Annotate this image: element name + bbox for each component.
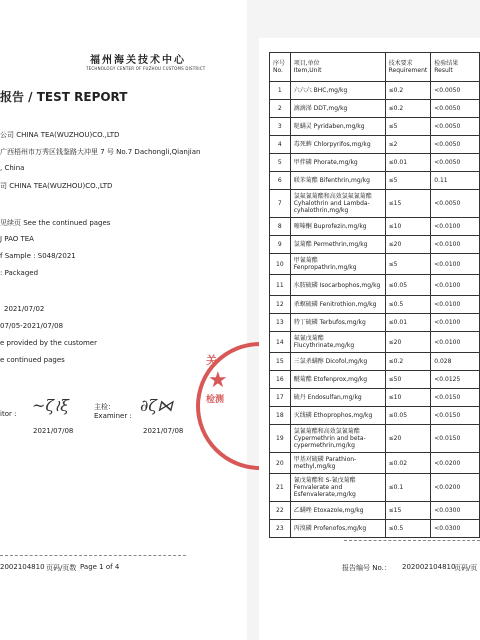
table-row <box>270 453 480 474</box>
test-period-line: 07/05-2021/07/08 <box>0 322 64 330</box>
cell-no: 3 <box>270 118 291 136</box>
cell-item: 丙溴磷 Profenofos,mg/kg <box>290 520 385 538</box>
cell-no: 14 <box>270 332 291 353</box>
footer-divider-right <box>344 540 480 541</box>
cell-requirement: ≤20 <box>385 425 431 453</box>
header-requirement <box>385 53 431 82</box>
cell-result: <0.0050 <box>431 154 480 172</box>
cell-no: 7 <box>270 190 291 218</box>
cell-requirement: ≤20 <box>385 236 431 254</box>
cell-no: 4 <box>270 136 291 154</box>
cell-no: 12 <box>270 296 291 314</box>
table-row <box>270 425 480 453</box>
cell-requirement: ≤0.2 <box>385 82 431 100</box>
cell-item: 甲拌磷 Phorate,mg/kg <box>290 154 385 172</box>
org-name-en: TECHNOLOGY CENTER OF FUZHOU CUSTOMS DISTRICT <box>86 66 206 71</box>
cell-requirement: ≤0.2 <box>385 100 431 118</box>
packaging-line: : Packaged <box>0 269 39 277</box>
cell-requirement: ≤0.5 <box>385 520 431 538</box>
cell-result: <0.0200 <box>431 453 480 474</box>
footer-report-no: 2002104810 <box>0 563 45 571</box>
cell-requirement: ≤0.2 <box>385 353 431 371</box>
sample-name-line: J PAO TEA <box>0 235 34 243</box>
cell-requirement: ≤20 <box>385 332 431 353</box>
cell-result: <0.0100 <box>431 314 480 332</box>
cell-requirement: ≤15 <box>385 190 431 218</box>
cell-item: 醚菊酯 Etofenprox,mg/kg <box>290 371 385 389</box>
cell-no: 9 <box>270 236 291 254</box>
cell-requirement: ≤0.05 <box>385 275 431 296</box>
cell-item: 特丁硫磷 Terbufos,mg/kg <box>290 314 385 332</box>
header-no-en: No. <box>273 67 283 74</box>
table-row <box>270 172 480 190</box>
cell-requirement: ≤0.05 <box>385 407 431 425</box>
cell-no: 22 <box>270 502 291 520</box>
table-row <box>270 100 480 118</box>
footer-page-label-right: 页码/页 <box>454 564 478 572</box>
footer-page-label-cn: 页码/页数 <box>46 564 77 572</box>
results-page <box>259 38 480 640</box>
editor-signature-icon: ~ζ≀ξ <box>32 396 69 415</box>
receipt-date-line: 2021/07/02 <box>4 305 45 313</box>
cell-no: 1 <box>270 82 291 100</box>
seal-star-icon: ★ <box>208 368 228 393</box>
cell-item: 三氯杀螨醇 Dicofol,mg/kg <box>290 353 385 371</box>
cell-no: 8 <box>270 218 291 236</box>
table-row <box>270 190 480 218</box>
results-note-line: e continued pages <box>0 356 65 364</box>
cell-result: <0.0200 <box>431 474 480 502</box>
cell-item: 哒螨灵 Pyridaben,mg/kg <box>290 118 385 136</box>
header-result-en: Result <box>434 67 453 74</box>
cell-result: <0.0300 <box>431 502 480 520</box>
table-row <box>270 82 480 100</box>
header-result-cn: 检验结果 <box>434 60 459 67</box>
cell-requirement: ≤10 <box>385 218 431 236</box>
cell-result: <0.0150 <box>431 425 480 453</box>
cell-result: <0.0300 <box>431 520 480 538</box>
cell-item: 六六六 BHC,mg/kg <box>290 82 385 100</box>
table-row <box>270 353 480 371</box>
cell-item: 氟氰戊菊酯 Flucythrinate,mg/kg <box>290 332 385 353</box>
cell-item: 甲氰菊酯 Fenpropathrin,mg/kg <box>290 254 385 275</box>
cell-requirement: ≤0.02 <box>385 453 431 474</box>
examiner-signature-icon: ∂ζ⋈ <box>140 396 173 415</box>
cell-requirement: ≤5 <box>385 172 431 190</box>
cell-item: 联苯菊酯 Bifenthrin,mg/kg <box>290 172 385 190</box>
cell-no: 21 <box>270 474 291 502</box>
cell-result: <0.0150 <box>431 407 480 425</box>
cell-no: 2 <box>270 100 291 118</box>
table-row <box>270 275 480 296</box>
cell-result: <0.0050 <box>431 82 480 100</box>
cell-item: 滴滴涕 DDT,mg/kg <box>290 100 385 118</box>
footer-divider <box>0 555 186 556</box>
cell-requirement: ≤0.5 <box>385 296 431 314</box>
cell-result: <0.0050 <box>431 190 480 218</box>
client-line: 公司 CHINA TEA(WUZHOU)CO.,LTD <box>0 131 120 139</box>
cell-item: 氯氟氰菊酯和高效氯氟氰菊酯 Cyhalothrin and Lambda-cyhalothrin,mg/kg <box>290 190 385 218</box>
cell-result: <0.0150 <box>431 389 480 407</box>
table-row <box>270 314 480 332</box>
results-table <box>269 52 480 538</box>
cell-no: 16 <box>270 371 291 389</box>
cell-result: <0.0100 <box>431 218 480 236</box>
table-row <box>270 332 480 353</box>
footer-page-text: Page 1 of 4 <box>80 563 120 571</box>
cell-no: 15 <box>270 353 291 371</box>
table-row <box>270 407 480 425</box>
examiner-date: 2021/07/08 <box>143 427 184 435</box>
cell-item: 水胺硫磷 Isocarbophos,mg/kg <box>290 275 385 296</box>
org-name-cn: 福州海关技术中心 <box>90 55 186 66</box>
seal-text-bottom: 检测 <box>206 395 225 405</box>
seal-text-top: 关 <box>206 354 217 367</box>
header-item-cn: 项目,单位 <box>293 60 320 67</box>
address-line: 广西梧州市万秀区钱鉴路大冲里 7 号 No.7 Dachongli,Qianjian <box>0 148 201 156</box>
table-row <box>270 154 480 172</box>
cell-requirement: ≤10 <box>385 389 431 407</box>
header-req-cn: 技术要求 <box>388 60 413 67</box>
cell-result: <0.0125 <box>431 371 480 389</box>
cell-item: 氯菊酯 Permethrin,mg/kg <box>290 236 385 254</box>
cell-result: <0.0100 <box>431 296 480 314</box>
cell-no: 6 <box>270 172 291 190</box>
cell-no: 17 <box>270 389 291 407</box>
table-row <box>270 218 480 236</box>
continued-pages-line: 见续页 See the continued pages <box>0 219 111 227</box>
editor-label: itor : <box>0 410 17 418</box>
cell-item: 杀螟硫磷 Fenitrothion,mg/kg <box>290 296 385 314</box>
cell-item: 氰戊菊酯和 S-氰戊菊酯 Fenvalerate and Esfenvalerate,mg/kg <box>290 474 385 502</box>
cell-result: <0.0100 <box>431 254 480 275</box>
cell-no: 11 <box>270 275 291 296</box>
cell-item: 乙螨唑 Etoxazole,mg/kg <box>290 502 385 520</box>
table-row <box>270 118 480 136</box>
cell-no: 5 <box>270 154 291 172</box>
cell-result: <0.0050 <box>431 100 480 118</box>
examiner-label-cn: 主检： <box>94 403 115 411</box>
cell-result: 0.028 <box>431 353 480 371</box>
header-no-cn: 序号 <box>273 60 286 67</box>
cell-result: <0.0100 <box>431 275 480 296</box>
footer-report-no-right: 202002104810 <box>402 563 456 571</box>
header-req-en: Requirement <box>388 67 428 74</box>
cell-result: <0.0100 <box>431 236 480 254</box>
table-row <box>270 520 480 538</box>
cell-result: <0.0050 <box>431 136 480 154</box>
sample-no-line: f Sample : S048/2021 <box>0 252 76 260</box>
cell-item: 氯氰菊酯和高效氯氰菊酯 Cypermethrin and beta-cypermethrin,mg/kg <box>290 425 385 453</box>
cell-item: 硫丹 Endosulfan,mg/kg <box>290 389 385 407</box>
footer-report-no-label: 报告编号 No.： <box>342 564 391 572</box>
address-country-line: , China <box>0 164 25 172</box>
editor-date: 2021/07/08 <box>33 427 74 435</box>
cell-result: <0.0100 <box>431 332 480 353</box>
cell-no: 23 <box>270 520 291 538</box>
cell-no: 20 <box>270 453 291 474</box>
cell-requirement: ≤0.01 <box>385 314 431 332</box>
table-header-row <box>270 53 480 82</box>
table-row <box>270 254 480 275</box>
cell-requirement: ≤2 <box>385 136 431 154</box>
cell-requirement: ≤5 <box>385 254 431 275</box>
cell-item: 甲基对硫磷 Parathion-methyl,mg/kg <box>290 453 385 474</box>
cell-no: 13 <box>270 314 291 332</box>
sample-info-line: e provided by the customer <box>0 339 97 347</box>
cell-item: 灭线磷 Ethoprophos,mg/kg <box>290 407 385 425</box>
examiner-label-en: Examiner : <box>94 412 132 420</box>
table-row <box>270 502 480 520</box>
manufacturer-line: 司 CHINA TEA(WUZHOU)CO.,LTD <box>0 182 113 190</box>
cell-no: 10 <box>270 254 291 275</box>
table-row <box>270 474 480 502</box>
cell-requirement: ≤50 <box>385 371 431 389</box>
cell-item: 噻嗪酮 Buprofezin,mg/kg <box>290 218 385 236</box>
table-row <box>270 136 480 154</box>
results-table-body <box>270 82 480 538</box>
table-row <box>270 371 480 389</box>
table-row <box>270 236 480 254</box>
cell-result: 0.11 <box>431 172 480 190</box>
cell-item: 毒死蜱 Chlorpyrifos,mg/kg <box>290 136 385 154</box>
cell-result: <0.0050 <box>431 118 480 136</box>
header-result <box>431 53 480 82</box>
cell-no: 18 <box>270 407 291 425</box>
cell-requirement: ≤5 <box>385 118 431 136</box>
header-item-en: Item,Unit <box>293 67 322 74</box>
cell-requirement: ≤15 <box>385 502 431 520</box>
cell-requirement: ≤0.1 <box>385 474 431 502</box>
header-no <box>270 53 291 82</box>
report-title: 报告 / TEST REPORT <box>0 90 128 104</box>
table-row <box>270 296 480 314</box>
cell-no: 19 <box>270 425 291 453</box>
header-item <box>290 53 385 82</box>
cell-requirement: ≤0.01 <box>385 154 431 172</box>
table-row <box>270 389 480 407</box>
